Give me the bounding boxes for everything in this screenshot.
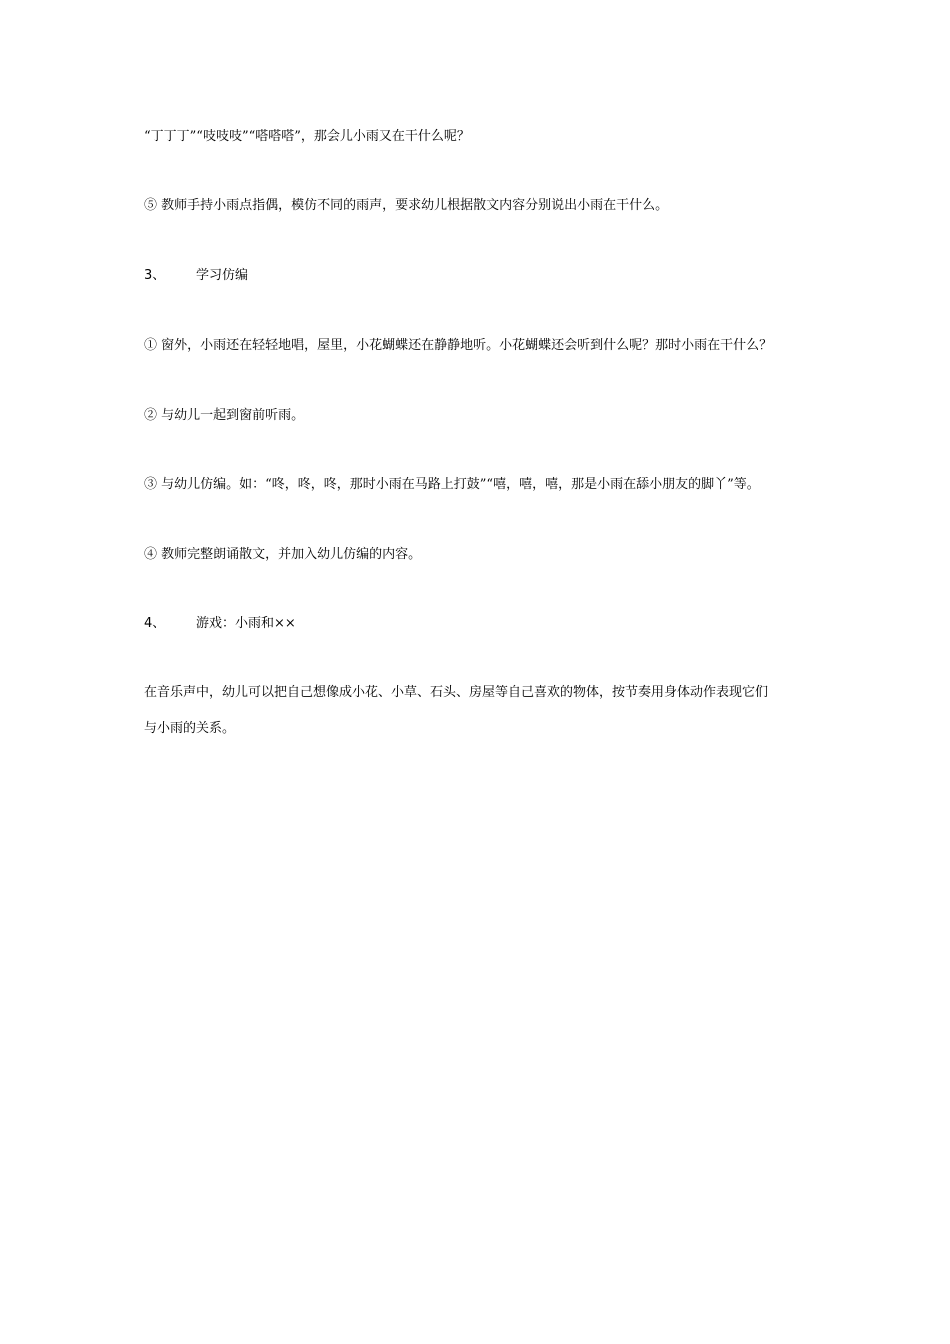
text-line: “丁丁丁”“吱吱吱”“嗒嗒嗒”，那会儿小雨又在干什么呢？ [144, 129, 470, 144]
step-3: ③ 与幼儿仿编。如：“咚，咚，咚，那时小雨在马路上打鼓”“嘻，嘻，嘻，那是小雨在舔小朋友的脚丫”等。 [144, 477, 760, 492]
section-heading-4 [144, 615, 296, 633]
section-title: 学习仿编 [196, 268, 249, 283]
paragraph-line: 在音乐声中，幼儿可以把自己想像成小花、小草、石头、房屋等自己喜欢的物体，按节奏用身体动作表现它们 [144, 685, 769, 700]
section-heading-3 [144, 267, 248, 285]
section-title: 游戏：小雨和×× [196, 616, 296, 631]
section-number: 4、 [144, 616, 166, 631]
step-4: ④ 教师完整朗诵散文，并加入幼儿仿编的内容。 [144, 547, 422, 562]
step-2: ② 与幼儿一起到窗前听雨。 [144, 408, 305, 423]
step-1: ① 窗外，小雨还在轻轻地唱，屋里，小花蝴蝶还在静静地听。小花蝴蝶还会听到什么呢？那时小雨在干什么？ [144, 338, 773, 353]
section-number: 3、 [144, 268, 166, 283]
paragraph-line: 与小雨的关系。 [144, 721, 236, 736]
step-5: ⑤ 教师手持小雨点指偶，模仿不同的雨声，要求幼儿根据散文内容分别说出小雨在干什么。 [144, 198, 669, 213]
